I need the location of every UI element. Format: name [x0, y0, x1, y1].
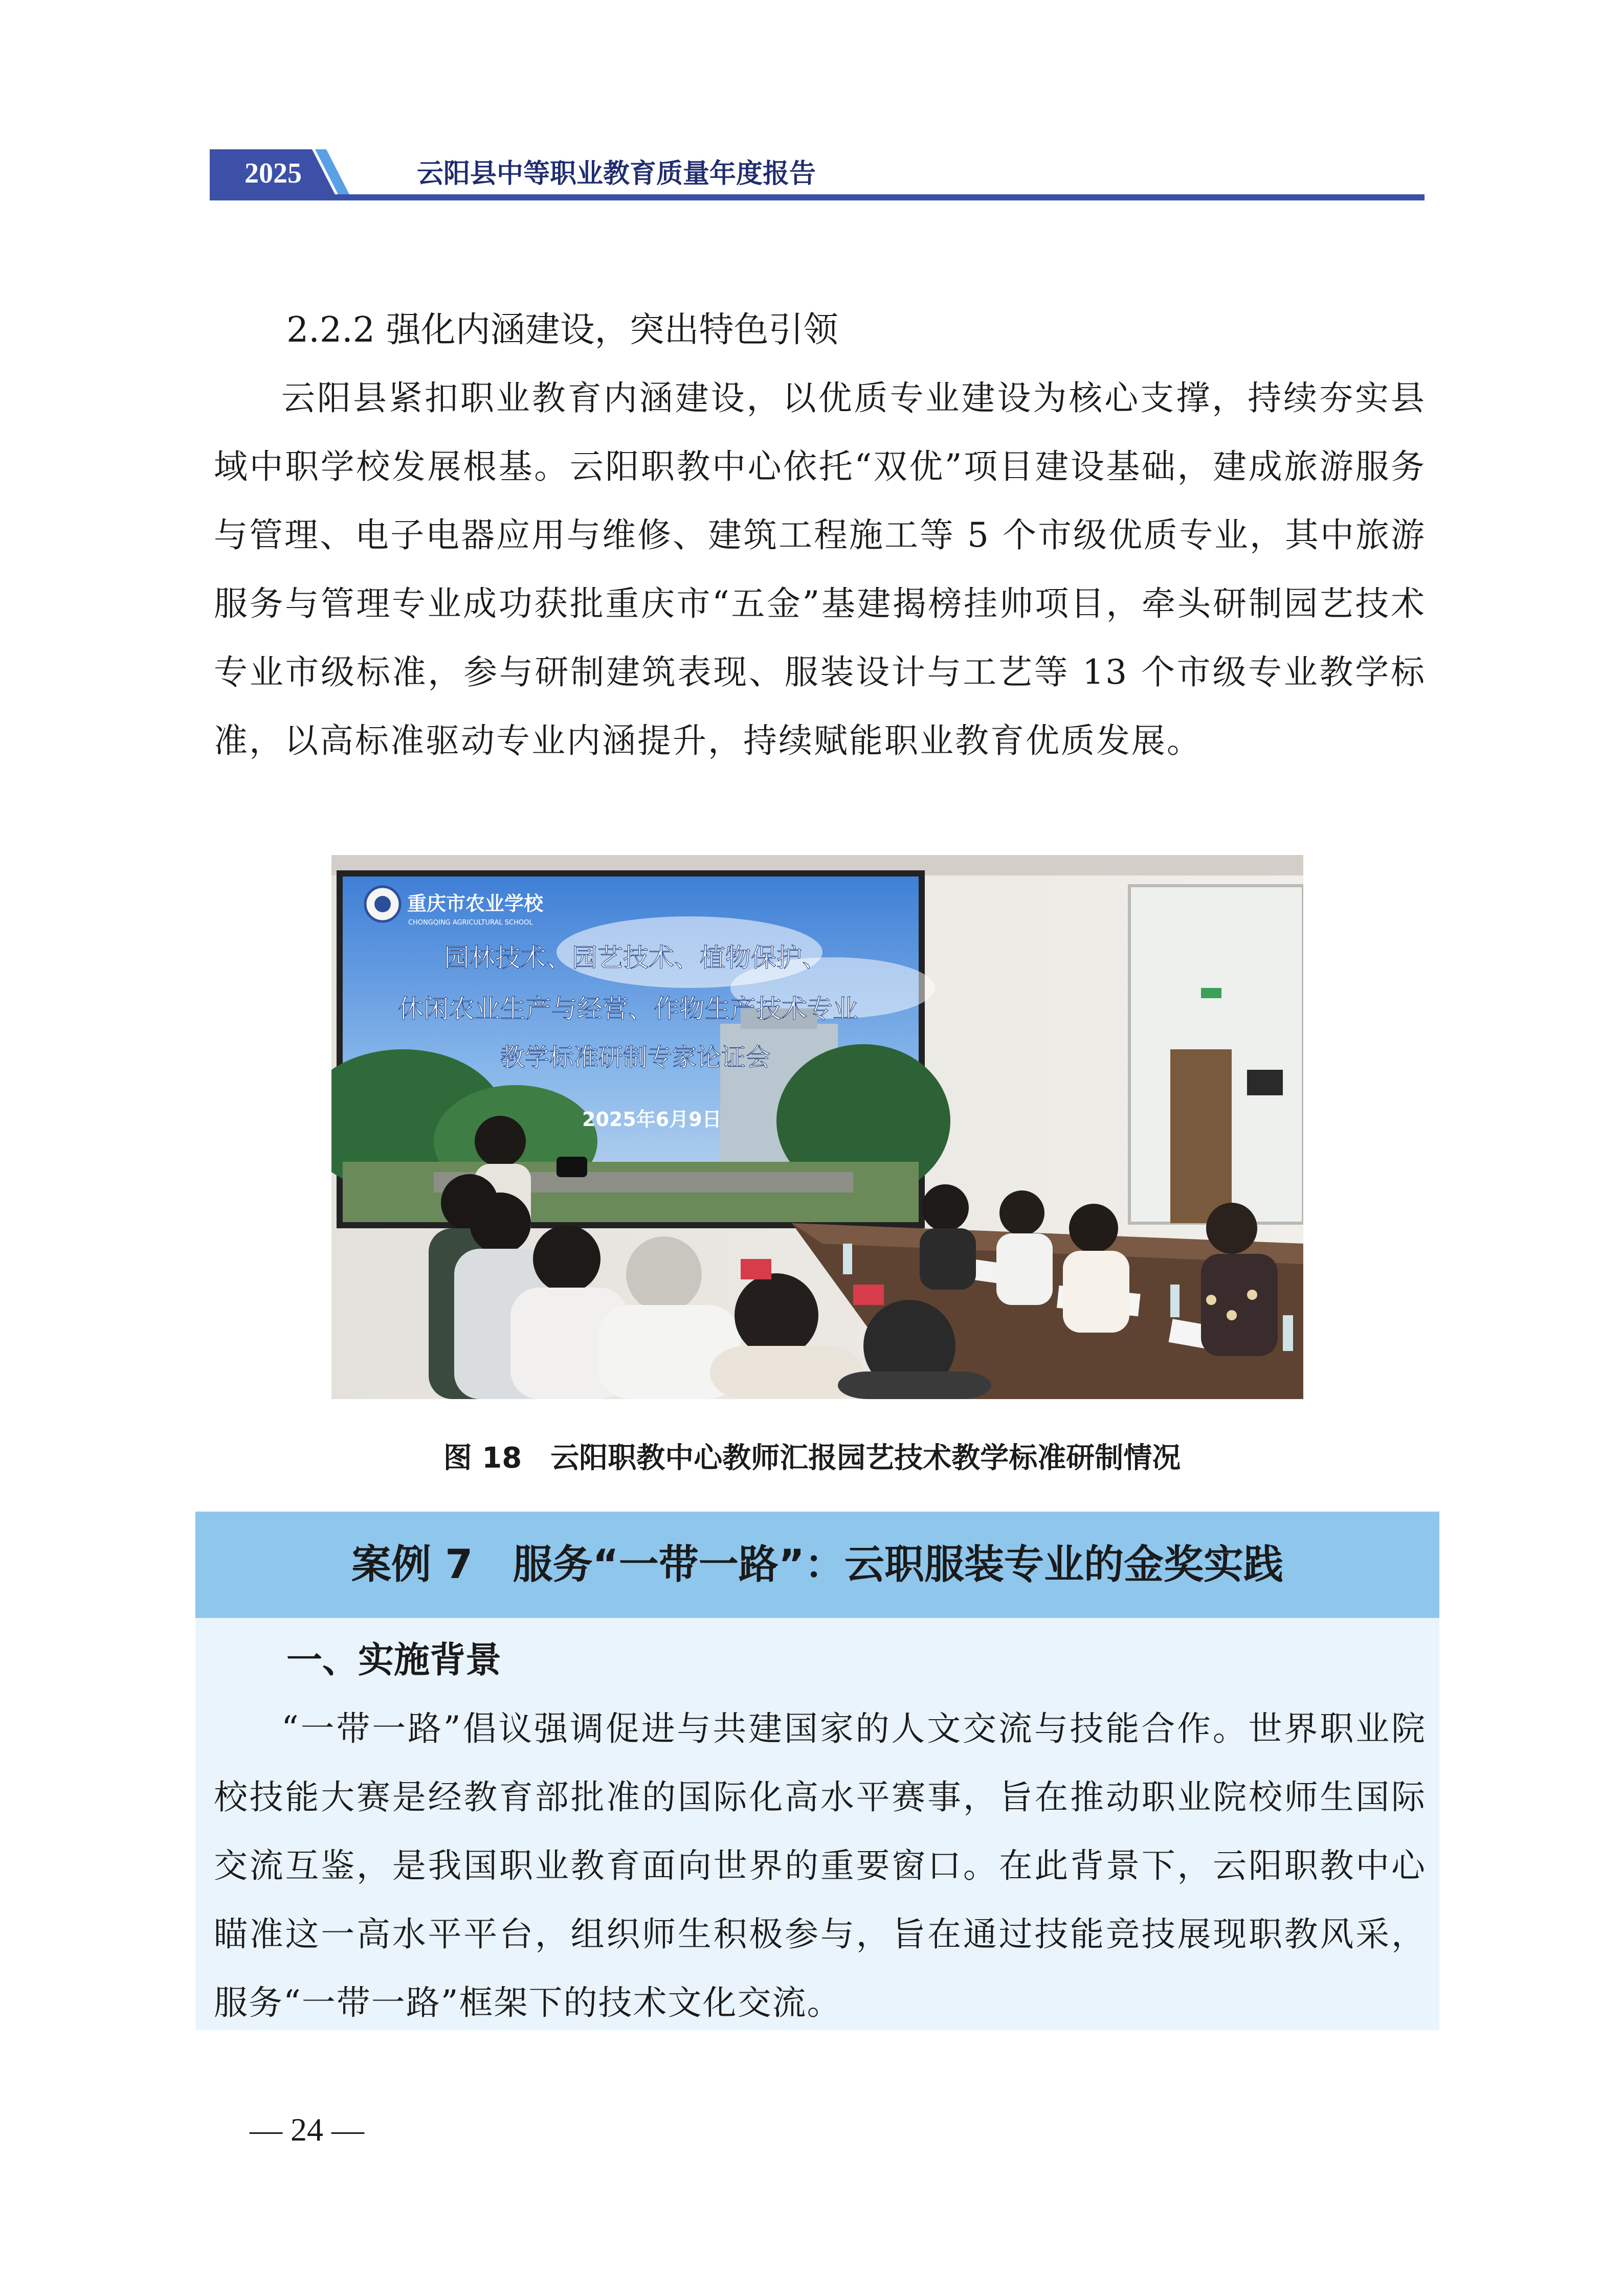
- case-subheading: 一、实施背景: [286, 1639, 501, 1681]
- screen-line-2: 休闲农业生产与经营、作物生产技术专业: [398, 994, 858, 1024]
- running-header: [0, 0, 1624, 215]
- meeting-photo: [331, 855, 1303, 1399]
- screen-line-1: 园林技术、园艺技术、植物保护、: [444, 943, 828, 973]
- screen-date: 2025年6月9日: [582, 1108, 722, 1131]
- screen-school-name-en: CHONGQING AGRICULTURAL SCHOOL: [408, 919, 533, 927]
- header-year: 2025: [244, 157, 302, 189]
- header-rule: [210, 194, 1425, 200]
- case-title: 案例 7 服务“一带一路”：云职服装专业的金奖实践: [351, 1542, 1283, 1588]
- screen-school-name: 重庆市农业学校: [407, 892, 544, 915]
- page-number: — 24 —: [250, 2111, 364, 2148]
- meeting-scene: [331, 855, 1303, 1399]
- screen-line-3: 教学标准研制专家论证会: [500, 1043, 771, 1072]
- figure-caption: 图 18 云阳职教中心教师汇报园艺技术教学标准研制情况: [443, 1442, 1181, 1475]
- section-paragraph: 云阳县紧扣职业教育内涵建设，以优质专业建设为核心支撑，持续夯实县域中职学校发展根基。云阳职教中心依托“双优”项目建设基础，建成旅游服务与管理、电子电器应用与维修、建筑工程施工等 5 个市级优质专业，其中旅游服务与管理专业成功获批重庆市“五金”基建揭榜挂帅项目，牵头研制园艺技术专业市级标准，参与研制建筑表现、服装设计与工艺等 13 个市级专业教学标准，以高标准驱动专业内涵提升，持续赋能职业教育优质发展。: [214, 378, 1426, 760]
- case-paragraph: “一带一路”倡议强调促进与共建国家的人文交流与技能合作。世界职业院校技能大赛是经教育部批准的国际化高水平赛事，旨在推动职业院校师生国际交流互鉴，是我国职业教育面向世界的重要窗口。在此背景下，云阳职教中心瞄准这一高水平平台，组织师生积极参与，旨在通过技能竞技展现职教风采，服务“一带一路”框架下的技术文化交流。: [214, 1709, 1426, 2022]
- header-title: 云阳县中等职业教育质量年度报告: [417, 159, 816, 189]
- section-heading: 2.2.2 强化内涵建设，突出特色引领: [286, 310, 838, 350]
